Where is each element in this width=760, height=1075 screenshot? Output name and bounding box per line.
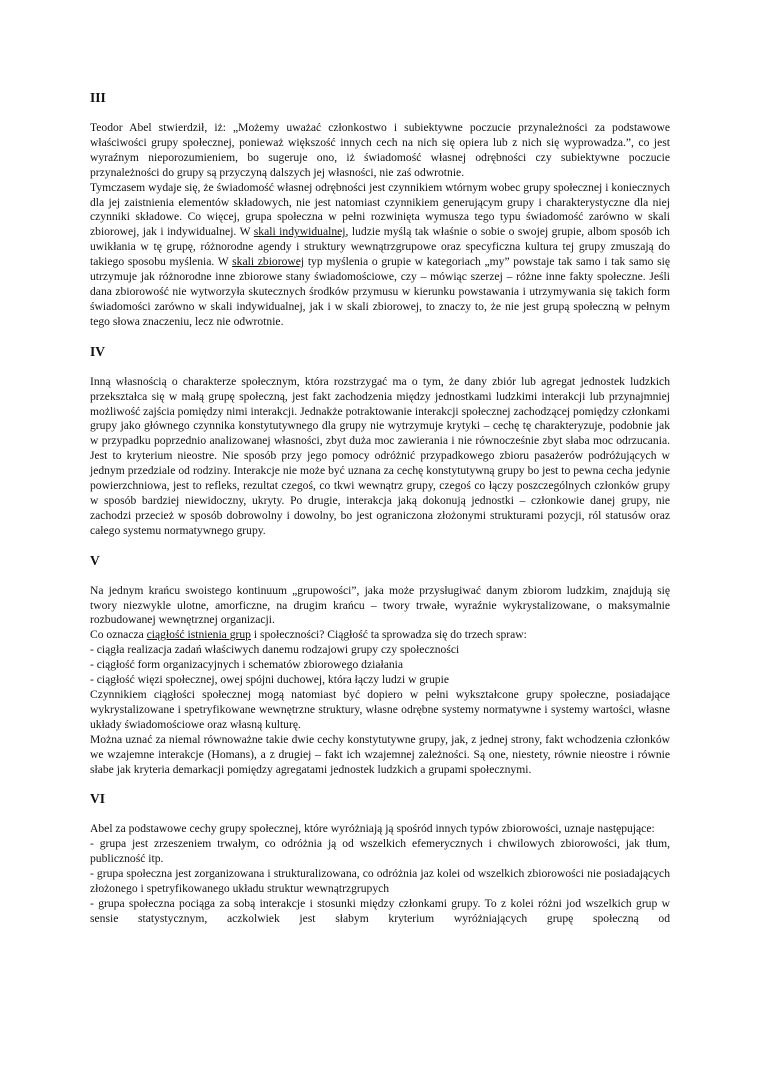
section-iii-paragraph-1: Teodor Abel stwierdził, iż: „Możemy uważać członkostwo i subiektywne poczucie przynależności za podstawowe właściwości grupy społecznej, ponieważ większość innych cech na nich się opiera lub z nich się wyprowadza.”, co jest wyraźnym nieporozumieniem, bo sugeruje ono, iż świadomość własnej odrębności czy subiektywne poczucie przynależności do grupy są przyczyną dalszych jej własności, nie zaś odwrotnie. [90, 121, 670, 179]
underlined-term-skali-zbiorowej: skali zbiorowej [232, 255, 305, 269]
section-heading-vi: VI [90, 791, 106, 807]
list-item: - ciągłość więzi społecznej, owej spójni duchowej, która łączy ludzi w grupie [90, 673, 449, 687]
underlined-term-skali-indywidualnej: skali indywidualnej [253, 225, 346, 239]
list-item: - grupa społeczna jest zorganizowana i strukturalizowana, co odróżnia jaz kolei od wszelkich zbiorowości nie posiadających złożonego i spetryfikowanego układu struktur wewnątrzgrupych [90, 867, 670, 896]
section-heading-iii: III [90, 90, 106, 105]
underlined-term-ciaglosc-istnienia-grup: ciągłość istnienia grup [146, 628, 251, 642]
document-page [90, 90, 670, 927]
section-iii-paragraph-2: Tymczasem wydaje się, że świadomość własnej odrębności jest czynnikiem wtórnym wobec grupy społecznej i koniecznych dla jej zaistnienia elementów składowych, nie jest natomiast czynnikiem generującym grupy i charakterystyczne dla niej czynniki składowe. Co więcej, grupa społeczna w pełni rozwinięta wymusza tego typu świadomość zarówno w skali zbiorowej, jak i indywidualnej. W skali indywidualnej, ludzie myślą tak właśnie o sobie o swojej grupie, albom sposób ich uwikłania w tę grupę, różnorodne agendy i struktury wewnątrzgrupowe oraz specyficzna kultura tej grupy zmuszają do takiego sposobu myślenia. W skali zbiorowej typ myślenia o grupie w kategoriach „my” powstaje tak samo i tak samo się utrzymuje jak różnorodne inne zbiorowe stany świadomościowe, czy – mówiąc szerzej – różne inne fakty społeczne. Jeśli dana zbiorowość nie wytworzyła skutecznych środków przymusu w kierunku powstawania i utrzymywania się takich form świadomości zarówno w skali indywidualnej, jak i w skali zbiorowej, to znaczy to, że nie jest grupą społeczną w pełnym tego słowa znaczeniu, lecz nie odwrotnie. [90, 180, 670, 328]
list-item: - ciągłość form organizacyjnych i schematów zbiorowego działania [90, 658, 404, 672]
section-v-paragraph-3: Można uznać za niemal równoważne takie dwie cechy konstytutywne grupy, jak, z jednej strony, fakt wchodzenia członków we wzajemne interakcje (Homans), a z drugiej – fakt ich wzajemnej zależności. Są one, niestety, równie nieostre i równie słabe jak kryteria demarkacji pomiędzy agregatami jednostek ludzkich a grupami społecznymi. [90, 732, 670, 776]
section-v-question: Co oznacza ciągłość istnienia grup i społeczności? Ciągłość ta sprowadza się do trzech spraw: [90, 628, 527, 642]
list-item: - ciągła realizacja zadań właściwych danemu rodzajowi grupy czy społeczności [90, 643, 460, 657]
list-item: - grupa społeczna pociąga za sobą interakcje i stosunki między członkami grupy. To z kolei różni jod wszelkich grup w sensie statystycznym, aczkolwiek jest słabym kryterium wyróżniających grupę społeczną od [90, 896, 670, 925]
section-iv-paragraph-1: Inną własnością o charakterze społecznym, która rozstrzygać ma o tym, że dany zbiór lub agregat jednostek ludzkich przekształca się w małą grupę społeczną, jest fakt zachodzenia między jednostkami ludzkimi interakcji lub przynajmniej możliwość zajścia pomiędzy nimi interakcji. Jednakże potraktowanie interakcji społecznej zachodzącej pomiędzy członkami grupy jako głównego czynnika konstytutywnego dla grupy nie wytrzymuje krytyki – cechę tę charakteryzuje, podobnie jak w przypadku poprzednio analizowanej własności, zbyt duża moc zawierania i nie równocześnie zbyt słaba moc odrzucania. Jest to kryterium nieostre. Nie sposób przy jego pomocy odróżnić przypadkowego zbioru pasażerów podróżujących w jednym przedziale od rodziny. Interakcje nie może być uznana za cechę konstytutywną grupy bo jest to pewna cecha jedynie powierzchniowa, jest to refleks, rezultat czegoś, co tkwi wewnątrz grupy, czegoś co łączy poszczególnych członków grupy w sposób bardziej niewidoczny, ukryty. Po drugie, interakcja jaką dokonują jednostki – członkowie danej grupy, nie zachodzi przecież w sposób dobrowolny i dowolny, bo jest ograniczona złożonymi strukturami pozycji, ról statusów oraz całego systemu normatywnego grupy. [90, 374, 670, 537]
section-v-paragraph-2: Czynnikiem ciągłości społecznej mogą natomiast być dopiero w pełni wykształcone grupy społeczne, posiadające wykrystalizowane i spetryfikowane wewnętrzne struktury, własne odrębne systemy normatywne i systemy wartości, własne układy świadomościowe oraz własną kulturę. [90, 688, 670, 731]
list-item: - grupa jest zrzeszeniem trwałym, co odróżnia ją od wszelkich efemerycznych i chwilowych zbiorowości, jak tłum, publiczność itp. [90, 837, 670, 866]
section-heading-v: V [90, 552, 100, 568]
section-heading-iv: IV [90, 343, 106, 359]
section-v-paragraph-1: Na jednym krańcu swoistego kontinuum „grupowości”, jaka może przysługiwać danym zbiorom ludzkim, znajdują się twory niezwykle ulotne, amorficzne, na drugim krańcu – twory trwałe, wyraźnie wykrystalizowane, o maksymalnie rozbudowanej wewnętrznej organizacji. [90, 583, 670, 627]
section-vi-paragraph-1: Abel za podstawowe cechy grupy społecznej, które wyróżniają ją spośród innych typów zbiorowości, uznaje następujące: [90, 822, 655, 836]
